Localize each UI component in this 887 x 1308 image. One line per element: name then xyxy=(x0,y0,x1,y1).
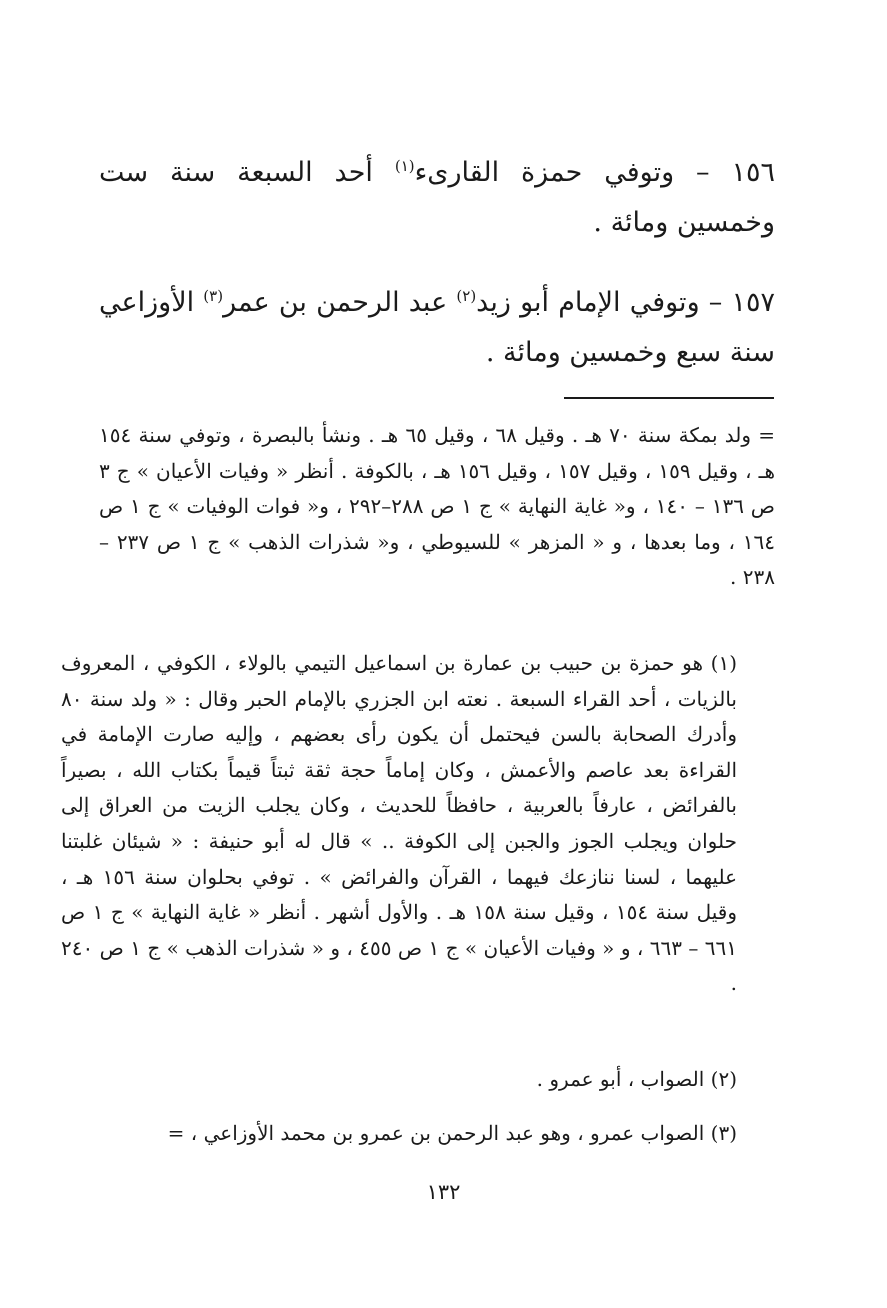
entry-number: ١٥٦ xyxy=(731,157,775,188)
page-number: ١٣٢ xyxy=(426,1180,461,1204)
entry-157 xyxy=(99,278,775,378)
entry-text: – وتوفي الإمام أبو زيد xyxy=(476,287,723,318)
footnote-ref: (٢) xyxy=(456,287,477,305)
footnote-2: (٢) الصواب ، أبو عمرو . xyxy=(536,1067,737,1091)
entry-text: الأوزاعي سنة سبع وخمسين ومائة . xyxy=(99,287,775,368)
footnote-3: (٣) الصواب عمرو ، وهو عبد الرحمن بن عمرو بن محمد الأوزاعي ، = xyxy=(167,1121,737,1145)
footnote-ref: (١) xyxy=(394,157,415,175)
entry-156 xyxy=(99,148,775,248)
footnote-ref: (٣) xyxy=(203,287,224,305)
entry-number: ١٥٧ xyxy=(731,287,775,318)
footnote-divider xyxy=(564,397,774,399)
entry-text: عبد الرحمن بن عمر xyxy=(223,287,448,318)
entry-text: – وتوفي حمزة القارىء xyxy=(414,157,710,188)
entry-text: أحد السبعة سنة ست وخمسين ومائة . xyxy=(99,157,775,238)
footnote-1: (١) هو حمزة بن حبيب بن عمارة بن اسماعيل التيمي بالولاء ، الكوفي ، المعروف بالزيات ، أحد القراء السبعة . نعته ابن الجزري بالإمام الحبر وقال : « ولد سنة ٨٠ وأدرك الصحابة بالسن فيحتمل أن يكون رأى بعضهم ، وإليه صارت الإمامة في القراءة بعد عاصم والأعمش ، وكان إماماً حجة ثقة ثبتاً قيماً بكتاب الله ، بصيراً بالفرائض ، عارفاً بالعربية ، حافظاً للحديث ، وكان يجلب الزيت من العراق إلى حلوان ويجلب الجوز والجبن إلى الكوفة .. » قال له أبو حنيفة : « شيئان غلبتنا عليهما ، لسنا ننازعك فيهما ، القرآن والفرائض » . توفي بحلوان سنة ١٥٦ هـ ، وقيل سنة ١٥٤ ، وقيل سنة ١٥٨ هـ . والأول أشهر . أنظر « غاية النهاية » ج ١ ص ٦٦١ – ٦٦٣ ، و « وفيات الأعيان » ج ١ ص ٤٥٥ ، و « شذرات الذهب » ج ١ ص ٢٤٠ . xyxy=(61,651,737,996)
footnote-continuation: = ولد بمكة سنة ٧٠ هـ . وقيل ٦٨ ، وقيل ٦٥ هـ . ونشأ بالبصرة ، وتوفي سنة ١٥٤ هـ ، وقيل ١٥٩ ، وقيل ١٥٧ ، وقيل ١٥٦ هـ ، بالكوفة . أنظر « وفيات الأعيان » ج ٣ ص ١٣٦ – ١٤٠ ، و« غاية النهاية » ج ١ ص ٢٨٨–٢٩٢ ، و« فوات الوفيات » ج ١ ص ١٦٤ ، وما بعدها ، و « المزهر » للسيوطي ، و« شذرات الذهب » ج ١ ص ٢٣٧ – ٢٣٨ . xyxy=(99,423,776,590)
